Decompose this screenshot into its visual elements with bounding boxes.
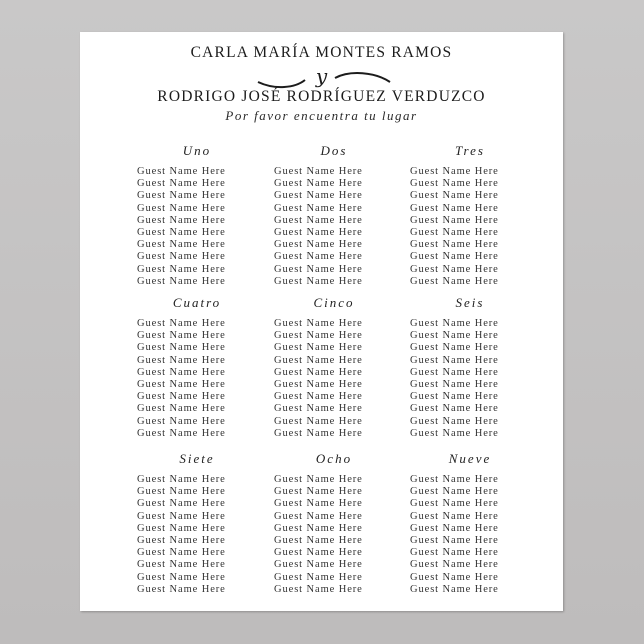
- guest-name: Guest Name Here: [137, 178, 226, 190]
- guest-name: Guest Name Here: [274, 571, 363, 583]
- guest-name: Guest Name Here: [410, 427, 499, 439]
- guest-name: Guest Name Here: [410, 535, 499, 547]
- table-title: Cinco: [313, 295, 355, 310]
- guest-name: Guest Name Here: [137, 486, 226, 498]
- guest-name: Guest Name Here: [137, 366, 226, 378]
- guest-name: Guest Name Here: [137, 318, 226, 329]
- guest-name: Guest Name Here: [410, 202, 499, 214]
- groom-name: RODRIGO JOSÉ RODRÍGUEZ VERDUZCO: [157, 88, 486, 105]
- guest-name: Guest Name Here: [410, 178, 499, 190]
- guest-name: Guest Name Here: [410, 366, 499, 378]
- guest-name: Guest Name Here: [410, 318, 499, 329]
- guest-name: Guest Name Here: [410, 403, 499, 415]
- bride-name: CARLA MARÍA MONTES RAMOS: [190, 44, 453, 61]
- guest-name: Guest Name Here: [410, 166, 499, 177]
- guest-name: Guest Name Here: [410, 547, 499, 559]
- guest-name: Guest Name Here: [410, 486, 499, 498]
- guest-name: Guest Name Here: [410, 522, 499, 534]
- table-block-siete: [137, 450, 257, 596]
- guest-name: Guest Name Here: [274, 178, 363, 190]
- guest-name: Guest Name Here: [137, 427, 226, 439]
- guest-name: Guest Name Here: [410, 275, 499, 287]
- guest-name: Guest Name Here: [137, 379, 226, 391]
- guest-name: Guest Name Here: [274, 214, 363, 226]
- guest-name: Guest Name Here: [410, 227, 499, 239]
- guest-name: Guest Name Here: [274, 498, 363, 510]
- table-title: Siete: [179, 451, 215, 466]
- guest-name: Guest Name Here: [137, 166, 226, 177]
- guest-name: Guest Name Here: [274, 403, 363, 415]
- guest-name: Guest Name Here: [137, 354, 226, 366]
- guest-name: Guest Name Here: [274, 427, 363, 439]
- guest-name: Guest Name Here: [137, 510, 226, 522]
- guest-name: Guest Name Here: [137, 330, 226, 342]
- guest-name: Guest Name Here: [274, 415, 363, 427]
- guest-name: Guest Name Here: [274, 366, 363, 378]
- seating-chart-poster: [80, 32, 563, 611]
- guest-name: Guest Name Here: [274, 559, 363, 571]
- guest-name: Guest Name Here: [137, 227, 226, 239]
- table-title: Tres: [455, 143, 485, 158]
- table-title: Uno: [182, 143, 212, 158]
- guest-name: Guest Name Here: [137, 263, 226, 275]
- guest-name: Guest Name Here: [274, 239, 363, 251]
- guest-name: Guest Name Here: [274, 547, 363, 559]
- guest-name: Guest Name Here: [274, 522, 363, 534]
- guest-name: Guest Name Here: [137, 239, 226, 251]
- guest-name: Guest Name Here: [274, 391, 363, 403]
- guest-name: Guest Name Here: [137, 571, 226, 583]
- guest-name: Guest Name Here: [410, 239, 499, 251]
- guest-name: Guest Name Here: [274, 318, 363, 329]
- guest-name: Guest Name Here: [137, 498, 226, 510]
- guest-name: Guest Name Here: [274, 474, 363, 485]
- guest-name: Guest Name Here: [137, 202, 226, 214]
- guest-name: Guest Name Here: [410, 342, 499, 354]
- guest-name: Guest Name Here: [274, 510, 363, 522]
- table-title: Cuatro: [172, 295, 222, 310]
- guest-name: Guest Name Here: [410, 330, 499, 342]
- guest-name: Guest Name Here: [137, 190, 226, 202]
- guest-name: Guest Name Here: [410, 559, 499, 571]
- guest-name: Guest Name Here: [274, 190, 363, 202]
- guest-name: Guest Name Here: [274, 202, 363, 214]
- guest-name: Guest Name Here: [410, 379, 499, 391]
- guest-name: Guest Name Here: [137, 251, 226, 263]
- table-title: Seis: [455, 295, 485, 310]
- guest-name: Guest Name Here: [410, 498, 499, 510]
- guest-name: Guest Name Here: [137, 535, 226, 547]
- tagline: Por favor encuentra tu lugar: [225, 108, 418, 123]
- guest-name: Guest Name Here: [137, 214, 226, 226]
- table-block-cuatro: [137, 294, 257, 440]
- guest-name: Guest Name Here: [137, 342, 226, 354]
- table-title: Dos: [320, 143, 348, 158]
- guest-name: Guest Name Here: [137, 583, 226, 595]
- table-block-dos: [274, 142, 394, 288]
- guest-name: Guest Name Here: [410, 474, 499, 485]
- guest-name: Guest Name Here: [274, 535, 363, 547]
- guest-name: Guest Name Here: [274, 354, 363, 366]
- ampersand-flourish: [80, 64, 563, 88]
- guest-name: Guest Name Here: [274, 342, 363, 354]
- guest-name: Guest Name Here: [137, 415, 226, 427]
- guest-name: Guest Name Here: [274, 379, 363, 391]
- guest-name: Guest Name Here: [274, 166, 363, 177]
- guest-name: Guest Name Here: [410, 251, 499, 263]
- table-block-tres: [410, 142, 530, 288]
- guest-name: Guest Name Here: [410, 190, 499, 202]
- guest-name: Guest Name Here: [137, 474, 226, 485]
- guest-name: Guest Name Here: [137, 522, 226, 534]
- guest-name: Guest Name Here: [410, 214, 499, 226]
- table-title: Nueve: [448, 451, 492, 466]
- guest-name: Guest Name Here: [410, 263, 499, 275]
- guest-name: Guest Name Here: [410, 415, 499, 427]
- table-block-ocho: [274, 450, 394, 596]
- guest-name: Guest Name Here: [410, 571, 499, 583]
- ampersand-text: y: [315, 64, 328, 88]
- guest-name: Guest Name Here: [410, 391, 499, 403]
- guest-name: Guest Name Here: [274, 275, 363, 287]
- guest-name: Guest Name Here: [137, 559, 226, 571]
- guest-name: Guest Name Here: [274, 330, 363, 342]
- guest-name: Guest Name Here: [137, 391, 226, 403]
- guest-name: Guest Name Here: [410, 354, 499, 366]
- guest-name: Guest Name Here: [274, 251, 363, 263]
- guest-name: Guest Name Here: [410, 583, 499, 595]
- guest-name: Guest Name Here: [137, 275, 226, 287]
- table-title: Ocho: [315, 451, 353, 466]
- table-block-cinco: [274, 294, 394, 440]
- guest-name: Guest Name Here: [274, 486, 363, 498]
- table-block-uno: [137, 142, 257, 288]
- table-block-nueve: [410, 450, 530, 596]
- table-block-seis: [410, 294, 530, 440]
- guest-name: Guest Name Here: [274, 227, 363, 239]
- guest-name: Guest Name Here: [410, 510, 499, 522]
- guest-name: Guest Name Here: [137, 403, 226, 415]
- guest-name: Guest Name Here: [274, 583, 363, 595]
- guest-name: Guest Name Here: [274, 263, 363, 275]
- guest-name: Guest Name Here: [137, 547, 226, 559]
